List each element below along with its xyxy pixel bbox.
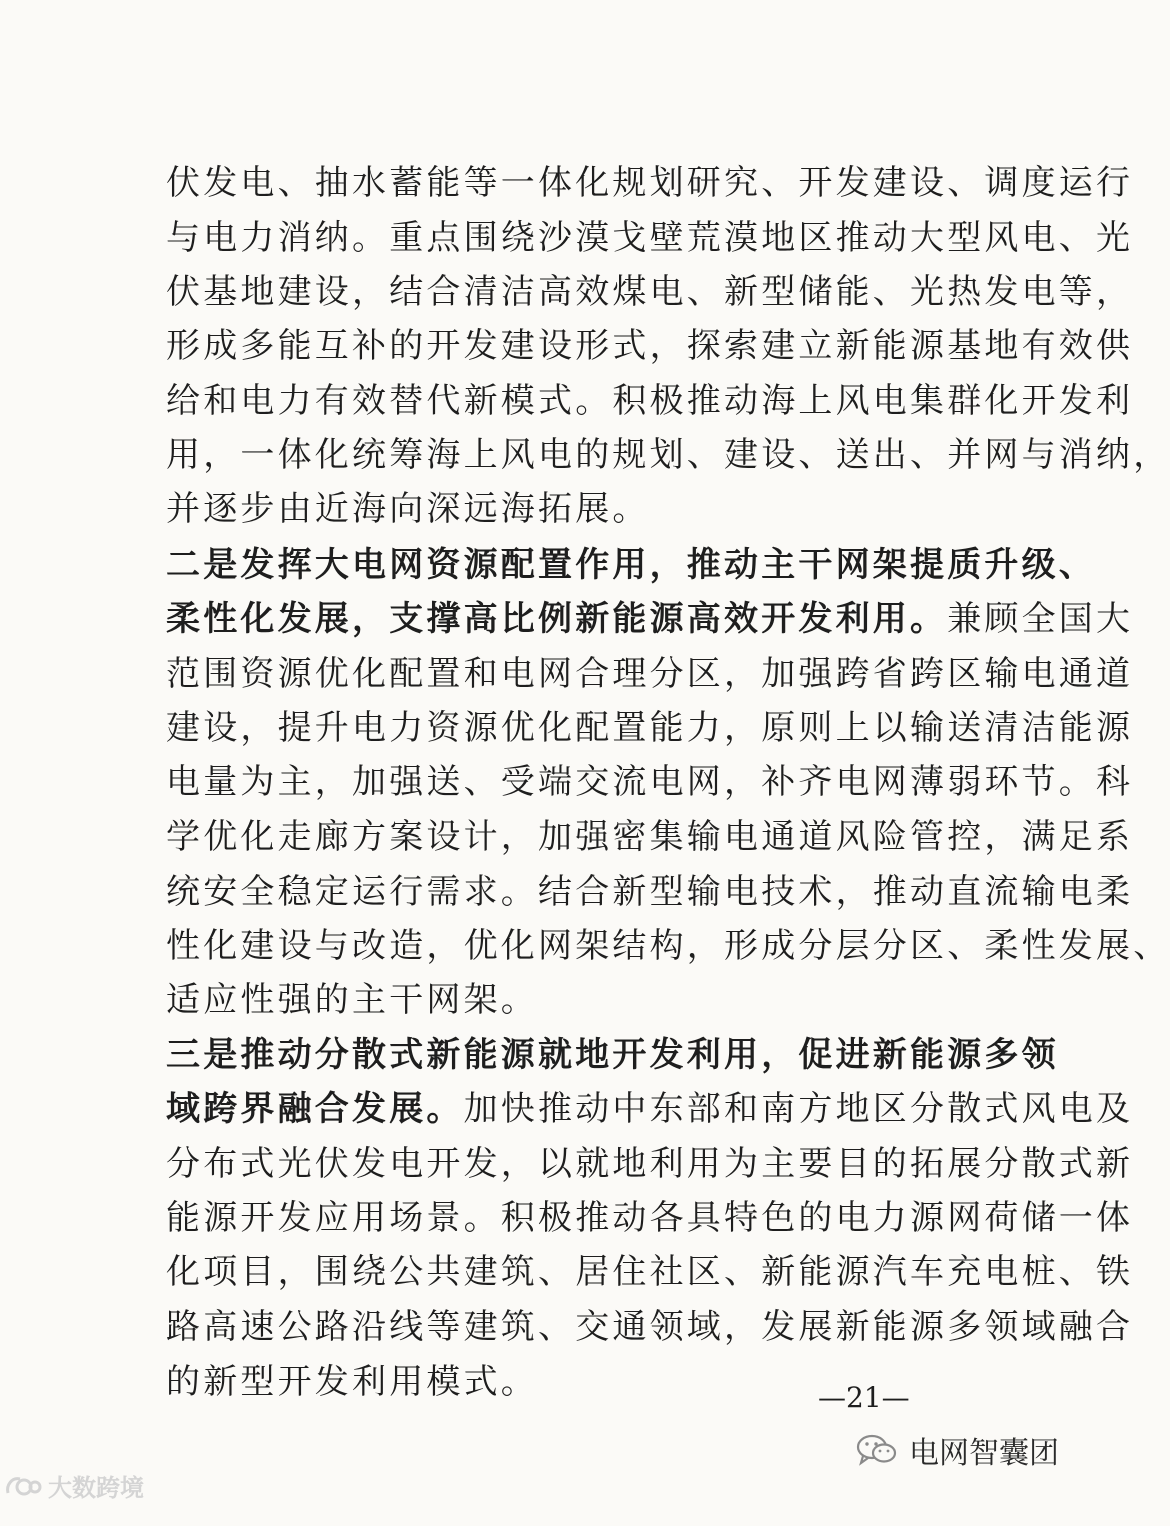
- line-text: 统安全稳定运行需求。结合新型输电技术，推动直流输电柔: [166, 872, 1134, 912]
- text-line: [166, 545, 1096, 585]
- text-line: [166, 326, 1133, 366]
- text-line: [166, 817, 1133, 857]
- line-text: 兼顾全国大: [947, 599, 1134, 639]
- text-line: [166, 1252, 1133, 1292]
- line-text: 与电力消纳。重点围绕沙漠戈壁荒漠地区推动大型风电、光: [166, 218, 1134, 258]
- text-line: [166, 762, 1133, 802]
- bold-text: 柔性化发展，支撑高比例新能源高效开发利用。: [166, 599, 948, 639]
- text-line: [166, 926, 1170, 966]
- line-text: 的新型开发利用模式。: [166, 1362, 538, 1402]
- line-text: 形成多能互补的开发建设形式，探索建立新能源基地有效供: [166, 326, 1134, 366]
- text-line: [166, 599, 1133, 639]
- watermark-left-text: 大数跨境: [48, 1474, 144, 1502]
- text-line: [166, 654, 1133, 694]
- line-text: 化项目，围绕公共建筑、居住社区、新能源汽车充电桩、铁: [166, 1252, 1134, 1292]
- line-text: 伏发电、抽水蓄能等一体化规划研究、开发建设、调度运行: [166, 163, 1134, 203]
- line-text: 学优化走廊方案设计，加强密集输电通道风险管控，满足系: [166, 817, 1134, 857]
- line-text: 适应性强的主干网架。: [166, 980, 538, 1020]
- line-text: 能源开发应用场景。积极推动各具特色的电力源网荷储一体: [166, 1198, 1134, 1238]
- text-line: [166, 1307, 1133, 1347]
- text-line: [166, 708, 1133, 748]
- line-text: 伏基地建设，结合清洁高效煤电、新型储能、光热发电等，: [166, 272, 1134, 312]
- text-line: [166, 272, 1133, 312]
- bold-text: 三是推动分散式新能源就地开发利用，促进新能源多领: [166, 1035, 1059, 1075]
- line-text: 分布式光伏发电开发，以就地利用为主要目的拓展分散式新: [166, 1144, 1134, 1184]
- text-line: [166, 1198, 1133, 1238]
- line-text: 给和电力有效替代新模式。积极推动海上风电集群化开发利: [166, 381, 1134, 421]
- page-number: —21—: [818, 1381, 910, 1414]
- text-line: [166, 1035, 1059, 1075]
- text-line: [166, 872, 1133, 912]
- line-text: 用，一体化统筹海上风电的规划、建设、送出、并网与消纳，: [166, 435, 1170, 475]
- text-line: [166, 163, 1133, 203]
- line-text: 建设，提升电力资源优化配置能力，原则上以输送清洁能源: [166, 708, 1134, 748]
- text-line: [166, 1089, 1133, 1129]
- line-text: 并逐步由近海向深远海拓展。: [166, 489, 650, 529]
- watermark-left: [4, 1468, 144, 1503]
- text-line: [166, 381, 1133, 421]
- wechat-icon: [855, 1432, 899, 1468]
- bold-text: 域跨界融合发展。: [166, 1089, 464, 1129]
- text-line: [166, 218, 1133, 258]
- line-text: 电量为主，加强送、受端交流电网，补齐电网薄弱环节。科: [166, 762, 1134, 802]
- text-line: [166, 980, 538, 1020]
- line-text: 加快推动中东部和南方地区分散式风电及: [463, 1089, 1134, 1129]
- watermark-right-text: 电网智囊团: [909, 1436, 1059, 1471]
- watermark-right: [855, 1428, 1059, 1472]
- line-text: 路高速公路沿线等建筑、交通领域，发展新能源多领域融合: [166, 1307, 1134, 1347]
- brand-logo-icon: [4, 1471, 42, 1501]
- text-line: [166, 1144, 1133, 1184]
- line-text: 性化建设与改造，优化网架结构，形成分层分区、柔性发展、: [166, 926, 1170, 966]
- line-text: 范围资源优化配置和电网合理分区，加强跨省跨区输电通道: [166, 654, 1134, 694]
- text-line: [166, 435, 1170, 475]
- text-line: [166, 1362, 538, 1402]
- text-line: [166, 489, 650, 529]
- bold-text: 二是发挥大电网资源配置作用，推动主干网架提质升级、: [166, 545, 1096, 585]
